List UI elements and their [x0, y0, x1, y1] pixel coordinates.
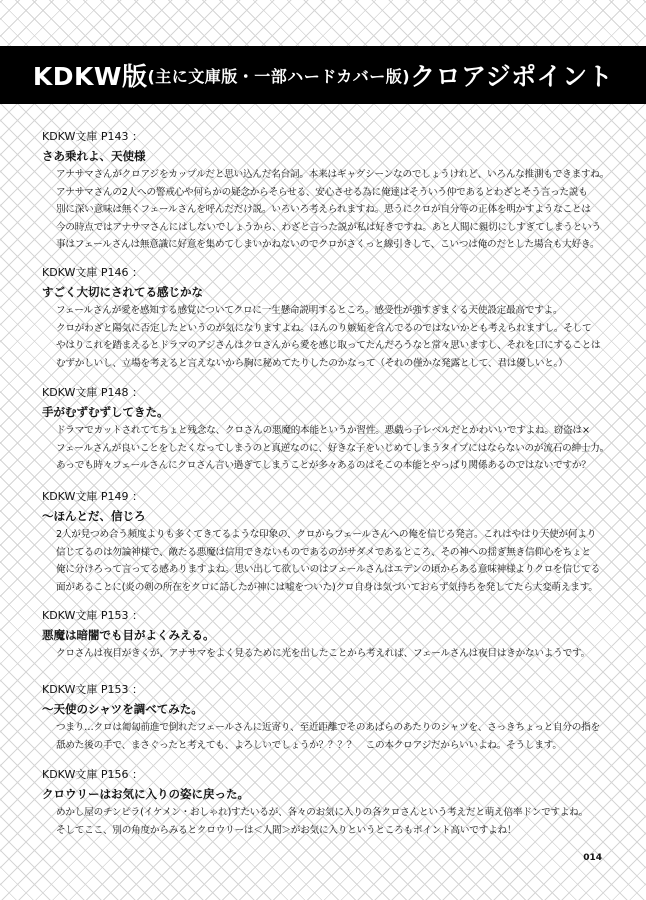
- body-line: やはりこれを踏まえるとドラマのアジさんはクロさんから愛を感じ取ってたんだろうなと常々思いますし、それを口にすることは: [56, 340, 601, 351]
- section-p149: [42, 487, 622, 596]
- section-ref: KDKW文庫 P143 ：: [42, 130, 144, 143]
- title-sub: (主に文庫版・一部ハードカバー版): [147, 66, 411, 86]
- section-body: [42, 422, 622, 475]
- body-line: クロがわざと陽気に否定したというのが気になりますよね。ほんのり嫉妬を含んでるのではないかとも考えられますし。そして: [56, 322, 592, 334]
- section-body: [42, 302, 622, 372]
- body-line: 事はフェールさんは無意識に好意を集めてしまいかねないのでクロがさくっと線引きして、こいつは俺のだとした場合も大好き。: [56, 239, 600, 250]
- section-p146: [42, 263, 622, 372]
- section-body: [42, 526, 622, 596]
- body-line: めかし屋のチンピラ(イケメン・おしゃれ)すたいるが、各々のお気に入りの各クロさんという考えだと萌え倍率ドンですよね。: [56, 807, 589, 818]
- body-line: 信じてるのは勿論神様で、敵たる悪魔は信用できないものであるのがサダメであるところ、その神への揺ぎ無き信仰心をちょと: [56, 546, 591, 558]
- section-ref: KDKW文庫 P149 ：: [42, 490, 144, 503]
- body-line: そしてここ、別の角度からみるとクロウリーは＜人間＞がお気に入りというところもポイント高いですよね！: [56, 824, 517, 836]
- section-body: [42, 804, 622, 839]
- section-heading: さあ乗れよ、天使様: [42, 149, 146, 163]
- body-line: 俺に分けろって言ってる感ありますよね。思い出して欲しいのはフェールさんはエデンの頃からある意味神様よりクロを信じてる: [56, 564, 600, 575]
- section-heading: すごく大切にされてる感じかな: [42, 285, 203, 299]
- body-line: あっでも時々フェールさんにクロさん言い過ぎてしまうことが多々あるのはそこの本能とやっぱり関係あるのではないですか？: [56, 460, 591, 471]
- section-p153-b: [42, 680, 622, 754]
- section-p143: [42, 127, 622, 254]
- page-number: 014: [583, 853, 602, 863]
- body-line: 今の時点ではアナサマさんにはしないでしょうから、わざと言った説が私は好きですね。あと人間に親切にしすぎてしまうという: [56, 221, 601, 233]
- body-line: つまり…クロは匍匐前進で倒れたフェールさんに近寄り、至近距離でそのあばらのあたりのシャツを、さっきちょっと自分の指を: [56, 722, 600, 733]
- body-line: フェールさんが良いことをしたくなってしまうのと真逆なのに、好きな子をいじめてしまうタイプにはならないのが流石の紳士力。: [56, 442, 610, 454]
- body-line: 舐めた後の手で、まさぐったと考えても、よろしいでしょうか？？？？ この本クロアジだからいいよね。そうします。: [56, 739, 562, 751]
- section-heading: 〜天使のシャツを調べてみた。: [42, 702, 203, 716]
- body-line: ドラマでカットされててちょと残念な、クロさんの悪魔的本能というか習性。悪戯っ子レベルだとかわいいですよね。窃盗は×: [56, 425, 590, 436]
- section-body: [42, 645, 622, 663]
- section-ref: KDKW文庫 P153 ：: [42, 609, 144, 622]
- section-body: [42, 719, 622, 754]
- body-line: むずかしいし、立場を考えると言えないから胸に秘めてたりしたのかなって（それの僅かな発露として、君は優しいと。）: [56, 357, 568, 369]
- section-p148: [42, 383, 622, 475]
- body-line: 面があることに(炎の剣の所在をクロに話したが神には嘘をついた)クロ自身は気づいておらず気持ちを発してたら大変萌えます。: [56, 581, 598, 593]
- title-topic: クロアジポイント: [410, 62, 614, 91]
- section-heading: クロウリーはお気に入りの姿に戻った。: [42, 787, 249, 801]
- body-line: フェールさんが愛を感知する感覚についてクロに一生懸命説明するところ。感受性が強すぎまくる天使設定最高ですよ。: [56, 305, 563, 316]
- section-heading: 手がむずむずしてきた。: [42, 405, 169, 419]
- body-line: アナサマさんの2人への警戒心や何らかの疑念からそらせる、安心させる為に俺達はそういう仲であるとわざとそう言った説も: [56, 186, 588, 198]
- body-line: 別に深い意味は無くフェールさんを呼んだだけ説。いろいろ考えられますね。思うにクロが自分等の正体を明かすようなことは: [56, 204, 591, 215]
- section-body: [42, 166, 622, 254]
- section-heading: 〜ほんとだ、信じろ: [42, 509, 146, 523]
- section-ref: KDKW文庫 P146 ：: [42, 266, 144, 279]
- body-line: クロさんは夜目がきくが、アナサマをよく見るために光を出したことから考えれば、フェールさんは夜目はきかないようです。: [56, 648, 591, 659]
- section-ref: KDKW文庫 P153 ：: [42, 683, 144, 696]
- title-main: KDKW版: [32, 62, 148, 91]
- body-line: アナサマさんがクロアジをカップルだと思い込んだ名台詞。本来はギャグシーンなのでしょうけれど、いろんな推測もできますね。: [56, 169, 610, 180]
- section-p156: [42, 765, 622, 839]
- section-heading: 悪魔は暗闇でも目がよくみえる。: [42, 628, 215, 642]
- body-line: 2人が見つめ合う頻度よりも多くてきてるような印象の、クロからフェールさんへの俺を信じろ発言。これはやはり天使が何より: [56, 529, 597, 540]
- section-ref: KDKW文庫 P148 ：: [42, 386, 144, 399]
- section-ref: KDKW文庫 P156 ：: [42, 768, 144, 781]
- section-p153-a: [42, 606, 622, 663]
